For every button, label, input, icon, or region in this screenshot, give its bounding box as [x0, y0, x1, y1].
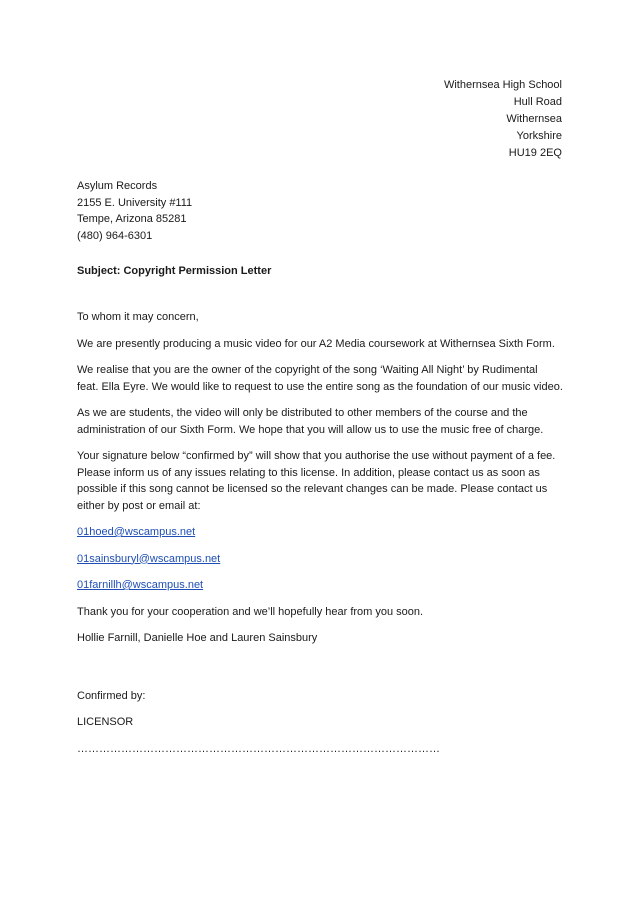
licensor-label: LICENSOR	[77, 716, 134, 728]
recipient-address-line: (480) 964-6301	[77, 229, 153, 242]
paragraph-line: We are presently producing a music video for our A2 Media coursework at Withernsea Sixth Form.	[77, 337, 555, 350]
paragraph-purpose	[77, 336, 577, 353]
paragraph-line: either by post or email at:	[77, 499, 201, 512]
paragraph-ownership	[77, 362, 577, 395]
email-item	[77, 577, 577, 594]
recipient-address-line: Asylum Records	[77, 180, 158, 192]
confirmed-by-label: Confirmed by:	[77, 689, 146, 702]
paragraph-line: possible if this song cannot be licensed so the relevant changes can be made. Please contact us	[77, 483, 548, 495]
email-link-sainsbury[interactable]: 01sainsburyl@wscampus.net	[77, 552, 221, 565]
paragraph-line: feat. Ella Eyre. We would like to request to use the entire song as the foundation of our music video.	[77, 380, 563, 393]
email-item	[77, 551, 577, 568]
subject-line: Subject: Copyright Permission Letter	[77, 265, 272, 277]
recipient-address-line: 2155 E. University #111	[77, 196, 193, 209]
sender-address-line: Hull Road	[513, 96, 562, 108]
sender-address-line: Withernsea	[506, 113, 562, 125]
sender-address-line: HU19 2EQ	[508, 147, 562, 159]
paragraph-line: Your signature below “confirmed by” will show that you authorise the use without payment of a fee.	[77, 450, 556, 462]
email-item	[77, 524, 577, 541]
email-link-hoe[interactable]: 01hoed@wscampus.net	[77, 526, 196, 538]
paragraph-distribution	[77, 405, 577, 438]
recipient-address	[77, 178, 192, 244]
signature-line: ………………………………………………………………………………………	[77, 742, 440, 755]
paragraph-signature-request	[77, 448, 577, 514]
letter-body	[77, 309, 577, 767]
recipient-address-line: Tempe, Arizona 85281	[77, 213, 187, 225]
signatories: Hollie Farnill, Danielle Hoe and Lauren Sainsbury	[77, 632, 318, 644]
sender-address-line: Withernsea High School	[443, 79, 562, 91]
paragraph-line: Please inform us of any issues relating to this license. In addition, please contact us as soon as	[77, 466, 540, 479]
thanks-line: Thank you for your cooperation and we’ll hopefully hear from you soon.	[77, 605, 424, 618]
paragraph-line: As we are students, the video will only be distributed to other members of the course and the	[77, 407, 528, 419]
sender-address-line: Yorkshire	[516, 130, 562, 142]
paragraph-line: We realise that you are the owner of the copyright of the song ‘Waiting All Night’ by Rudimental	[77, 364, 538, 376]
sender-address	[444, 77, 562, 162]
salutation: To whom it may concern,	[77, 311, 199, 323]
paragraph-line: administration of our Sixth Form. We hope that you will allow us to use the music free of charge.	[77, 423, 544, 436]
email-link-farnill[interactable]: 01farnillh@wscampus.net	[77, 579, 204, 591]
